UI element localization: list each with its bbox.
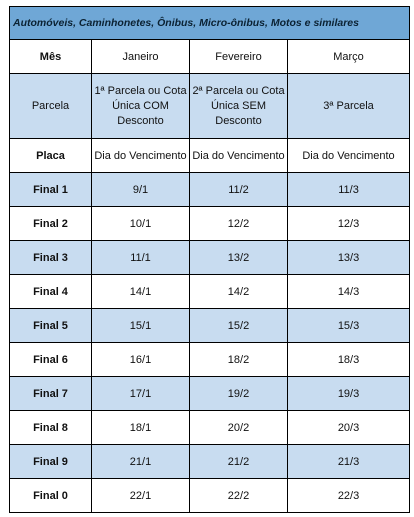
march-date-cell: 21/3: [288, 445, 410, 479]
march-date-cell: 12/3: [288, 207, 410, 241]
plate-final-cell: Final 2: [10, 207, 92, 241]
january-date-cell: 10/1: [92, 207, 190, 241]
installment-label: Parcela: [10, 74, 92, 139]
february-date-cell: 21/2: [190, 445, 288, 479]
installment-3: [288, 74, 410, 139]
table-row: [10, 207, 410, 241]
table-row: [10, 445, 410, 479]
february-date-cell: 13/2: [190, 241, 288, 275]
march-date-cell: 13/3: [288, 241, 410, 275]
due-date-table: [9, 6, 410, 513]
march-date-cell: 19/3: [288, 377, 410, 411]
january-date-cell: 16/1: [92, 343, 190, 377]
february-date-cell: 22/2: [190, 479, 288, 513]
table-row: [10, 173, 410, 207]
installment-2: [190, 74, 288, 139]
january-date-cell: 21/1: [92, 445, 190, 479]
table-title: Automóveis, Caminhonetes, Ônibus, Micro-ônibus, Motos e similares: [10, 7, 410, 40]
plate-final-cell: Final 4: [10, 275, 92, 309]
january-date-cell: 18/1: [92, 411, 190, 445]
month-header-february: Fevereiro: [190, 40, 288, 74]
january-date-cell: 22/1: [92, 479, 190, 513]
january-date-cell: 11/1: [92, 241, 190, 275]
due-day-label-2: Dia do Vencimento: [190, 139, 288, 173]
plate-final-cell: Final 6: [10, 343, 92, 377]
plate-final-cell: Final 3: [10, 241, 92, 275]
table-row: [10, 309, 410, 343]
january-date-cell: 17/1: [92, 377, 190, 411]
plate-final-cell: Final 7: [10, 377, 92, 411]
installment-2-line-3: Desconto: [215, 114, 262, 127]
plate-label: Placa: [10, 139, 92, 173]
plate-final-cell: Final 8: [10, 411, 92, 445]
installment-1: [92, 74, 190, 139]
due-day-label-1: Dia do Vencimento: [92, 139, 190, 173]
installment-1-line-1: 1ª Parcela ou Cota: [94, 84, 187, 97]
month-header-january: Janeiro: [92, 40, 190, 74]
table-row: [10, 377, 410, 411]
installment-2-line-1: 2ª Parcela ou Cota: [192, 84, 285, 97]
january-date-cell: 14/1: [92, 275, 190, 309]
month-header-march: Março: [288, 40, 410, 74]
march-date-cell: 14/3: [288, 275, 410, 309]
january-date-cell: 15/1: [92, 309, 190, 343]
plate-final-cell: Final 1: [10, 173, 92, 207]
plate-header-row: [10, 139, 410, 173]
plate-final-cell: Final 0: [10, 479, 92, 513]
installment-3-line-1: 3ª Parcela: [323, 99, 374, 112]
february-date-cell: 12/2: [190, 207, 288, 241]
table-row: [10, 275, 410, 309]
february-date-cell: 19/2: [190, 377, 288, 411]
march-date-cell: 20/3: [288, 411, 410, 445]
plate-final-cell: Final 9: [10, 445, 92, 479]
march-date-cell: 22/3: [288, 479, 410, 513]
january-date-cell: 9/1: [92, 173, 190, 207]
march-date-cell: 15/3: [288, 309, 410, 343]
table-row: [10, 479, 410, 513]
march-date-cell: 11/3: [288, 173, 410, 207]
month-header-label: Mês: [10, 40, 92, 74]
plate-final-cell: Final 5: [10, 309, 92, 343]
installment-2-line-2: Única SEM: [210, 99, 267, 112]
february-date-cell: 18/2: [190, 343, 288, 377]
due-day-label-3: Dia do Vencimento: [288, 139, 410, 173]
installment-1-line-3: Desconto: [117, 114, 164, 127]
table-row: [10, 343, 410, 377]
month-header-row: [10, 40, 410, 74]
installment-row: [10, 74, 410, 139]
february-date-cell: 14/2: [190, 275, 288, 309]
february-date-cell: 20/2: [190, 411, 288, 445]
installment-1-line-2: Única COM: [112, 99, 169, 112]
table-row: [10, 241, 410, 275]
february-date-cell: 11/2: [190, 173, 288, 207]
february-date-cell: 15/2: [190, 309, 288, 343]
ipva-calendar: [9, 6, 409, 513]
march-date-cell: 18/3: [288, 343, 410, 377]
table-row: [10, 411, 410, 445]
